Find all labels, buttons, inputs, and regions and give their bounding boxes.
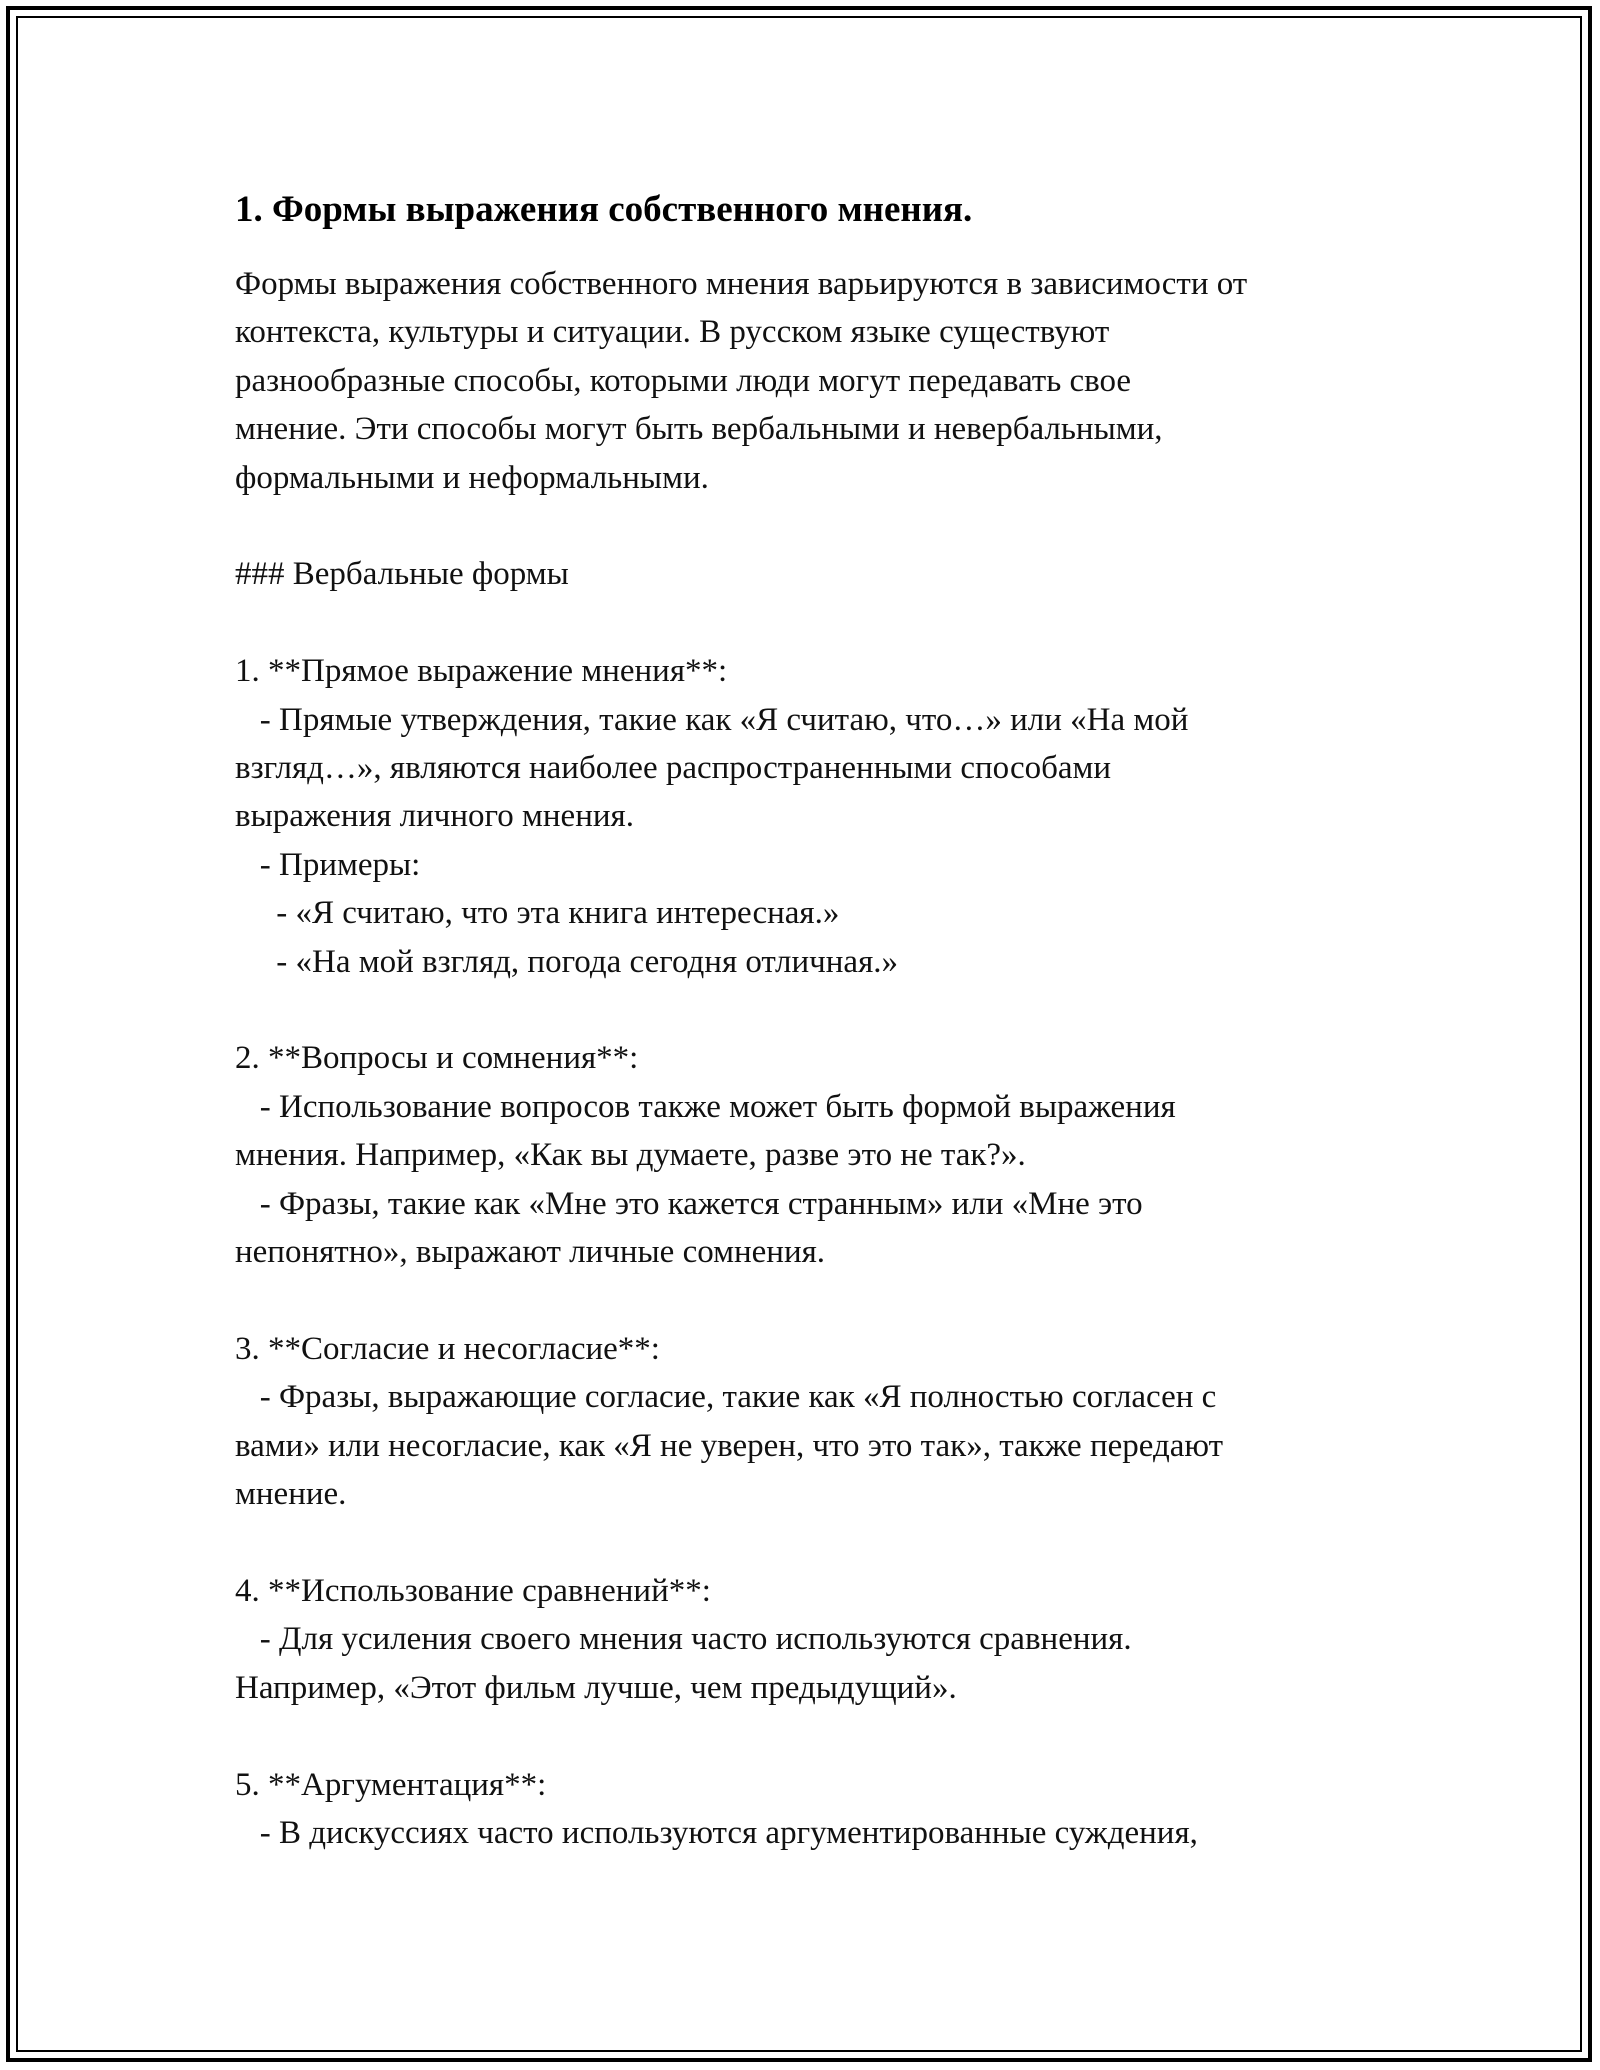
blank-line	[235, 502, 1385, 550]
text-line: мнение.	[235, 1476, 347, 1513]
text-line: - Прямые утверждения, такие как «Я считаю, что…» или «На мой	[235, 701, 1189, 738]
list-item-title: 5. **Аргументация**:	[235, 1766, 547, 1803]
text-line: - Для усиления своего мнения часто используются сравнения.	[235, 1621, 1132, 1658]
text-line: мнение. Эти способы могут быть вербальными и невербальными,	[235, 411, 1163, 448]
blank-line	[235, 599, 1385, 647]
text-line: непонятно», выражают личные сомнения.	[235, 1234, 826, 1271]
text-line: вами» или несогласие, как «Я не уверен, что это так», также передают	[235, 1427, 1224, 1464]
text-body	[235, 260, 1385, 1857]
text-line: - Фразы, такие как «Мне это кажется странным» или «Мне это	[235, 1185, 1143, 1222]
section-heading: 1. Формы выражения собственного мнения.	[235, 189, 973, 230]
text-line: разнообразные способы, которыми люди могут передавать свое	[235, 362, 1132, 399]
blank-line	[235, 1276, 1385, 1324]
text-line: Например, «Этот фильм лучше, чем предыдущий».	[235, 1669, 957, 1706]
list-item-title: 1. **Прямое выражение мнения**:	[235, 653, 728, 690]
blank-line	[235, 986, 1385, 1034]
text-line: - Примеры:	[235, 846, 421, 883]
blank-line	[235, 1712, 1385, 1760]
subsection-heading: ### Вербальные формы	[235, 556, 569, 593]
text-line: формальными и неформальными.	[235, 459, 709, 496]
document-body	[235, 186, 1385, 1857]
text-line: - Использование вопросов также может быть формой выражения	[235, 1088, 1176, 1125]
text-line: взгляд…», являются наиболее распространенными способами	[235, 750, 1112, 787]
list-item-title: 2. **Вопросы и сомнения**:	[235, 1040, 639, 1077]
text-line: Формы выражения собственного мнения варьируются в зависимости от	[235, 266, 1248, 302]
list-item-title: 3. **Согласие и несогласие**:	[235, 1330, 660, 1367]
text-line: - «На мой взгляд, погода сегодня отличная.»	[235, 943, 898, 980]
text-line: контекста, культуры и ситуации. В русском языке существуют	[235, 314, 1110, 351]
blank-line	[235, 1519, 1385, 1567]
text-line: - «Я считаю, что эта книга интересная.»	[235, 895, 840, 932]
list-item-title: 4. **Использование сравнений**:	[235, 1572, 711, 1609]
text-line: выражения личного мнения.	[235, 798, 634, 835]
text-line: мнения. Например, «Как вы думаете, разве это не так?».	[235, 1137, 1026, 1174]
text-line: - Фразы, выражающие согласие, такие как «Я полностью согласен с	[235, 1379, 1217, 1416]
text-line: - В дискуссиях часто используются аргументированные суждения,	[235, 1814, 1198, 1851]
